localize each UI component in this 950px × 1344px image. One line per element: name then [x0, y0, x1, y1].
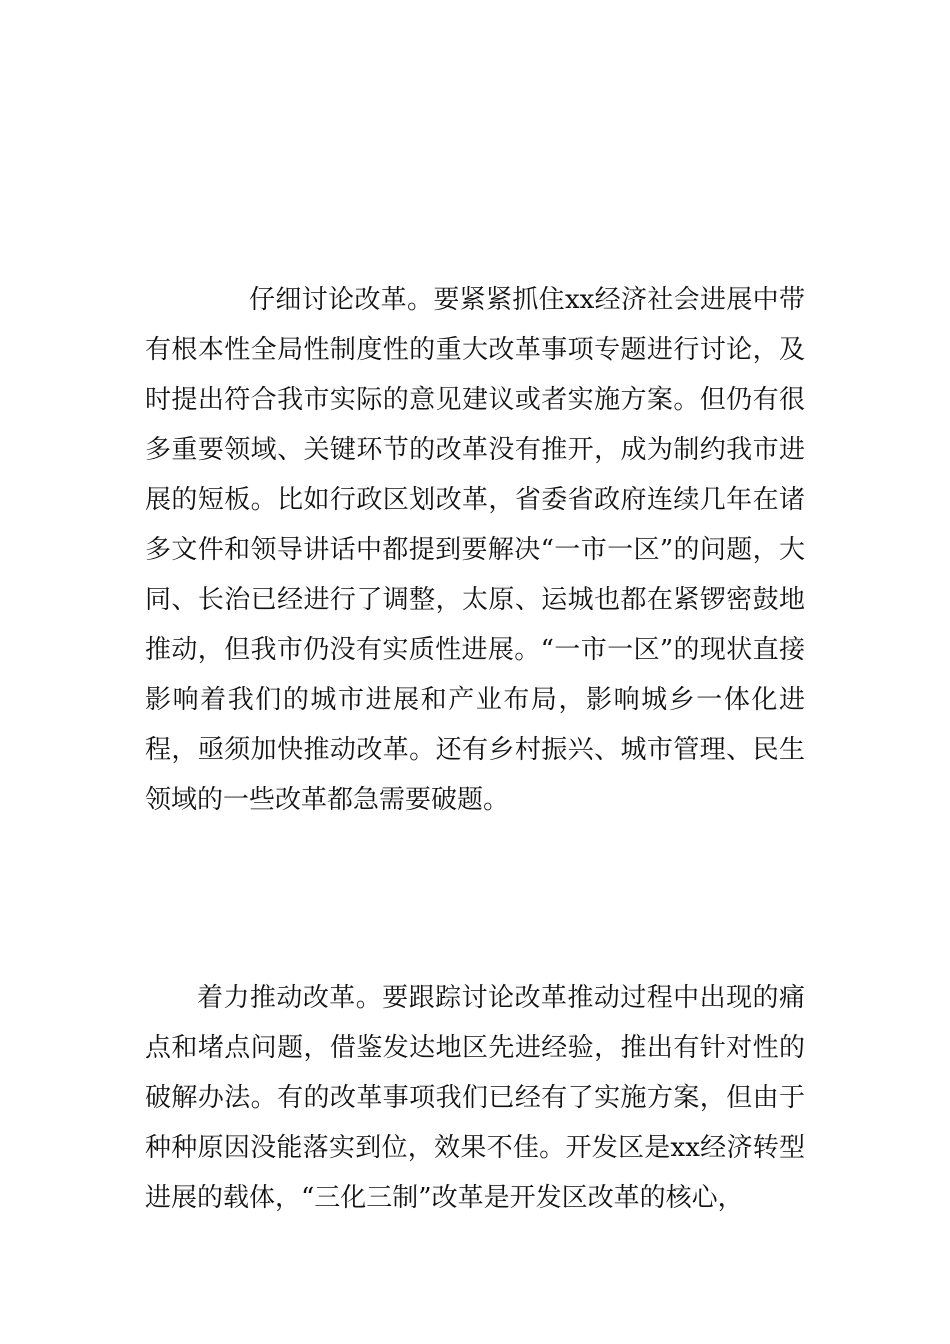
- paragraph-reform-promotion: 着力推动改革。要跟踪讨论改革推动过程中出现的痛点和堵点问题，借鉴发达地区先进经验，推出有针对性的破解办法。有的改革事项我们已经有了实施方案，但由于种种原因没能落实到位，效果不佳。开发区是xx经济转型进展的载体，“三化三制”改革是开发区改革的核心，: [145, 983, 805, 1213]
- paragraph-reform-research: 仔细讨论改革。要紧紧抓住xx经济社会进展中带有根本性全局性制度性的重大改革事项专题进行讨论，及时提出符合我市实际的意见建议或者实施方案。但仍有很多重要领域、关键环节的改革没有推开，成为制约我市进展的短板。比如行政区划改革，省委省政府连续几年在诸多文件和领导讲话中都提到要解决“一市一区”的问题，大同、长治已经进行了调整，太原、运城也都在紧锣密鼓地推动，但我市仍没有实质性进展。“一市一区”的现状直接影响着我们的城市进展和产业布局，影响城乡一体化进程，亟须加快推动改革。还有乡村振兴、城市管理、民生领域的一些改革都急需要破题。: [145, 285, 805, 815]
